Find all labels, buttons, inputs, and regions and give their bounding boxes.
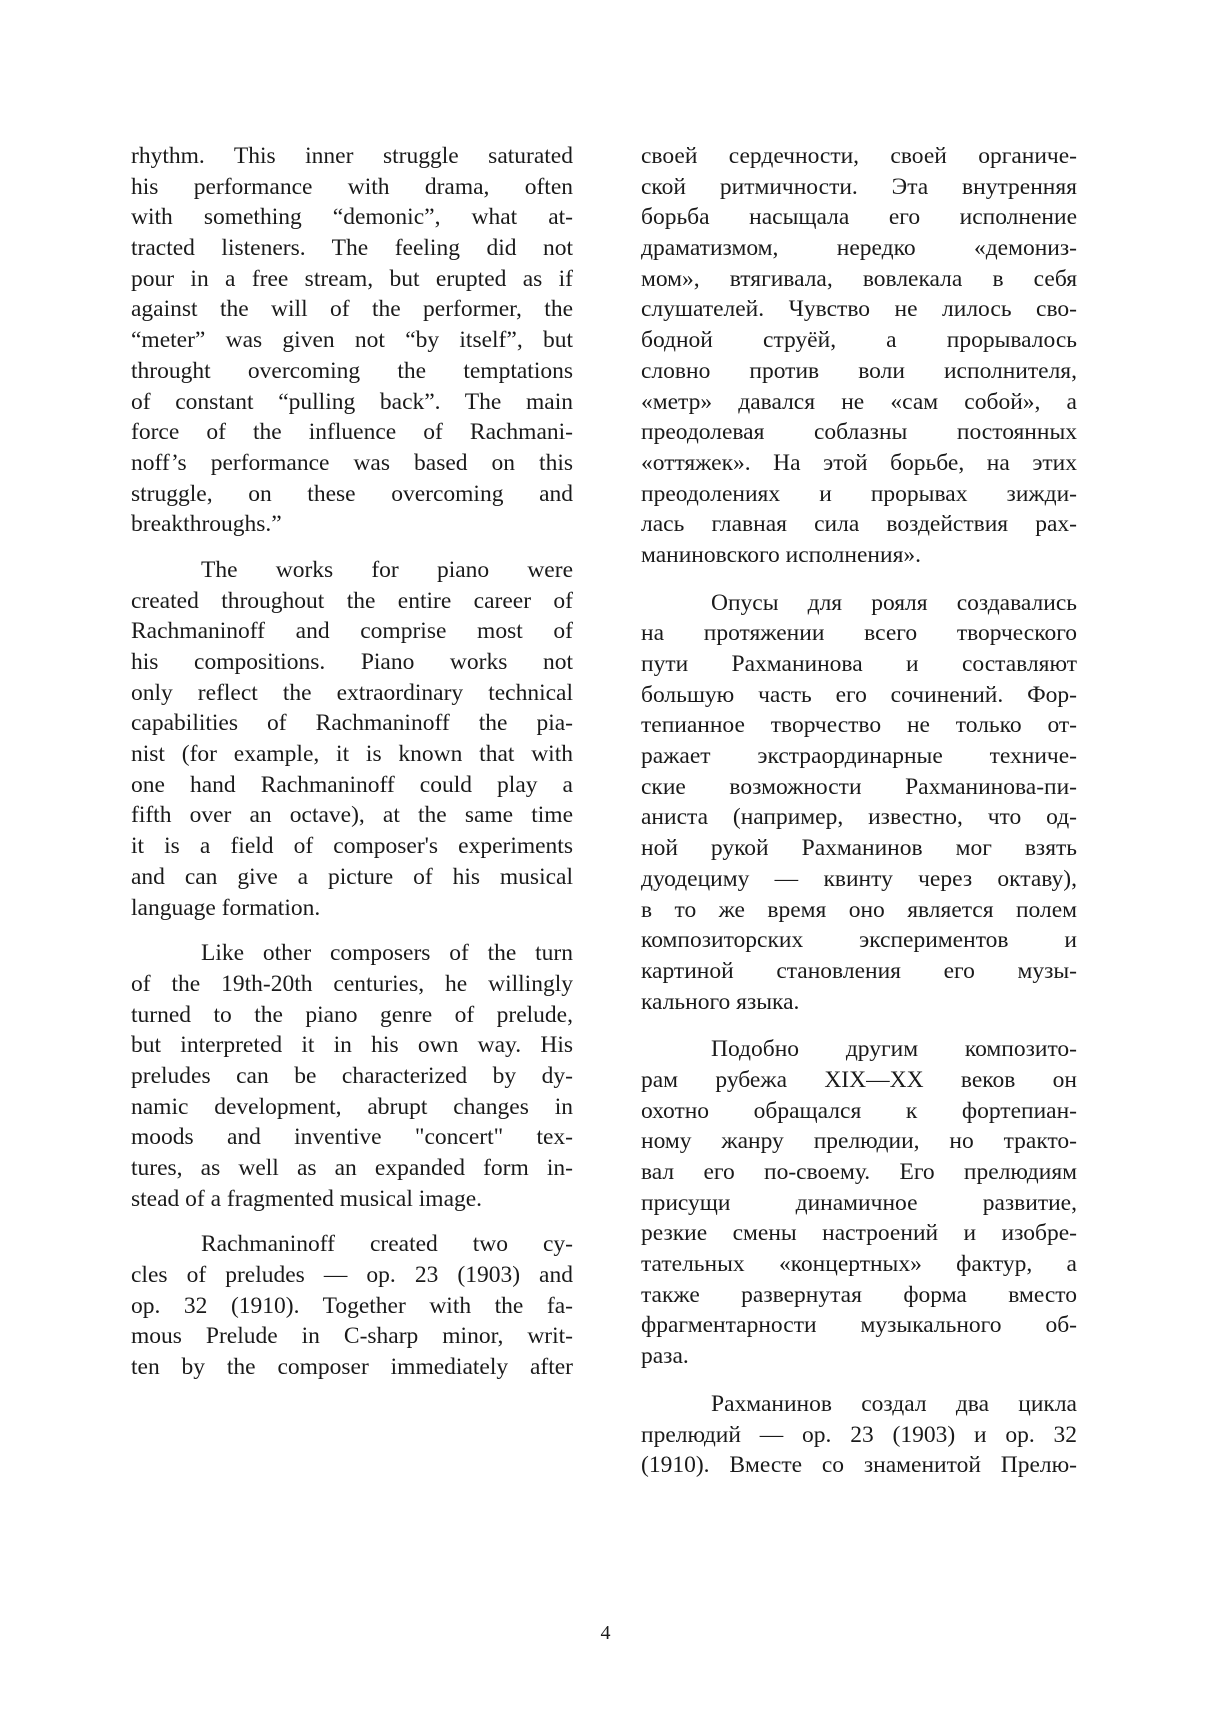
text-line: (1910). Вместе со знаменитой Прелю-	[641, 1452, 1077, 1479]
text-line: cles of preludes — op. 23 (1903) and	[131, 1262, 573, 1289]
text-line: Like other composers of the turn	[201, 940, 573, 967]
text-line: на протяжении всего творческого	[641, 620, 1077, 647]
text-line: created throughout the entire career of	[131, 587, 573, 614]
text-line: Rachmaninoff and comprise most of	[131, 618, 573, 645]
text-line: композиторских экспериментов и	[641, 927, 1077, 954]
text-line: one hand Rachmaninoff could play a	[131, 771, 573, 798]
paragraph	[641, 141, 1077, 571]
text-line: словно против воли исполнителя,	[641, 357, 1077, 384]
text-line: охотно обращался к фортепиан-	[641, 1097, 1077, 1124]
text-line: tures, as well as an expanded form in-	[131, 1155, 573, 1181]
text-line: it is a field of composer's experiments	[131, 833, 573, 860]
text-line: тепианное творчество не только от-	[641, 712, 1077, 739]
text-line: в то же время оно является полем	[641, 896, 1077, 923]
text-line: дуодециму — квинту через октаву),	[641, 865, 1077, 892]
text-line: fifth over an octave), at the same time	[131, 802, 573, 829]
text-line: capabilities of Rachmaninoff the pia-	[131, 710, 573, 737]
text-line: pour in a free stream, but erupted as if	[131, 265, 573, 292]
text-line: only reflect the extraordinary technical	[131, 679, 573, 706]
text-line: preludes can be characterized by dy-	[131, 1062, 573, 1089]
text-line: прелюдий — op. 23 (1903) и op. 32	[641, 1421, 1077, 1448]
russian-column	[641, 141, 1077, 1481]
text-line: преодолевая соблазны постоянных	[641, 419, 1077, 446]
text-line: ские возможности Рахманинова-пи-	[641, 773, 1077, 800]
text-line: ной рукой Рахманинов мог взять	[641, 835, 1077, 862]
text-line: ской ритмичности. Эта внутренняя	[641, 173, 1077, 200]
text-line: breakthroughs.”	[131, 511, 282, 538]
text-line: рам рубежа XIX—XX веков он	[641, 1066, 1077, 1093]
text-line: throught overcoming the temptations	[131, 357, 573, 384]
text-line: of the 19th-20th centuries, he willingly	[131, 970, 573, 997]
text-line: op. 32 (1910). Together with the fa-	[131, 1292, 573, 1319]
text-line: with something “demonic”, what at-	[131, 204, 573, 231]
text-line: раза.	[641, 1343, 689, 1370]
text-line: лась главная сила воздействия рах-	[641, 511, 1077, 538]
paragraph	[641, 1034, 1077, 1372]
paragraph	[641, 1389, 1077, 1481]
text-line: of constant “pulling back”. The main	[131, 388, 573, 415]
paragraph	[131, 555, 573, 923]
text-line: and can give a picture of his musical	[131, 863, 573, 890]
text-line: аниста (например, известно, что од-	[641, 804, 1077, 831]
text-line: ражает экстраординарные техниче-	[641, 743, 1077, 770]
text-line: тательных «концертных» фактур, а	[641, 1251, 1077, 1278]
text-line: Рахманинов создал два цикла	[711, 1390, 1077, 1417]
text-line: noff’s performance was based on this	[131, 449, 573, 476]
text-line: struggle, on these overcoming and	[131, 480, 573, 507]
text-line: The works for piano were	[201, 556, 573, 583]
text-line: маниновского исполнения».	[641, 541, 922, 568]
text-line: вал его по-своему. Его прелюдиям	[641, 1159, 1077, 1185]
text-line: драматизмом, нередко «демониз-	[641, 235, 1077, 262]
text-line: пути Рахманинова и составляют	[641, 651, 1077, 677]
text-line: namic development, abrupt changes in	[131, 1093, 573, 1120]
text-line: rhythm. This inner struggle saturated	[131, 143, 573, 169]
text-line: mous Prelude in C-sharp minor, writ-	[131, 1323, 573, 1350]
text-line: своей сердечности, своей органиче-	[641, 143, 1077, 169]
text-line: against the will of the performer, the	[131, 296, 573, 323]
paragraph	[131, 1229, 573, 1382]
text-line: stead of a fragmented musical image.	[131, 1185, 483, 1212]
text-line: Опусы для рояля создавались	[711, 589, 1077, 616]
text-line: his compositions. Piano works not	[131, 649, 573, 675]
text-line: nist (for example, it is known that with	[131, 741, 573, 768]
text-line: фрагментарности музыкального об-	[641, 1312, 1077, 1339]
text-line: также развернутая форма вместо	[641, 1281, 1077, 1308]
text-line: language formation.	[131, 894, 321, 921]
text-line: картиной становления его музы-	[641, 957, 1077, 984]
text-line: резкие смены настроений и изобре-	[641, 1220, 1077, 1247]
text-line: force of the influence of Rachmani-	[131, 419, 573, 446]
paragraph	[641, 588, 1077, 1018]
text-line: ten by the composer immediately after	[131, 1354, 573, 1381]
text-line: Подобно другим композито-	[711, 1036, 1077, 1063]
text-line: «метр» давался не «сам собой», а	[641, 388, 1077, 415]
text-line: “meter” was given not “by itself”, but	[131, 327, 573, 354]
text-line: большую часть его сочинений. Фор-	[641, 681, 1077, 708]
text-line: преодолениях и прорывах зижди-	[641, 480, 1077, 507]
text-line: присущи динамичное развитие,	[641, 1189, 1077, 1216]
text-line: борьба насыщала его исполнение	[641, 204, 1077, 231]
text-line: ному жанру прелюдии, но тракто-	[641, 1128, 1077, 1155]
text-line: мом», втягивала, вовлекала в себя	[641, 265, 1077, 292]
page-number: 4	[600, 1622, 611, 1644]
text-line: turned to the piano genre of prelude,	[131, 1001, 573, 1028]
english-column	[131, 141, 573, 1383]
text-line: слушателей. Чувство не лилось сво-	[641, 296, 1077, 323]
paragraph	[131, 141, 573, 540]
text-line: Rachmaninoff created two cy-	[201, 1231, 573, 1258]
text-line: moods and inventive "concert" tex-	[131, 1124, 573, 1151]
text-line: his performance with drama, often	[131, 173, 573, 200]
text-line: бодной струёй, а прорывалось	[641, 327, 1077, 354]
text-line: «оттяжек». На этой борьбе, на этих	[641, 449, 1077, 476]
text-line: кального языка.	[641, 988, 800, 1015]
text-line: tracted listeners. The feeling did not	[131, 235, 573, 262]
text-line: but interpreted it in his own way. His	[131, 1032, 573, 1059]
paragraph	[131, 938, 573, 1214]
